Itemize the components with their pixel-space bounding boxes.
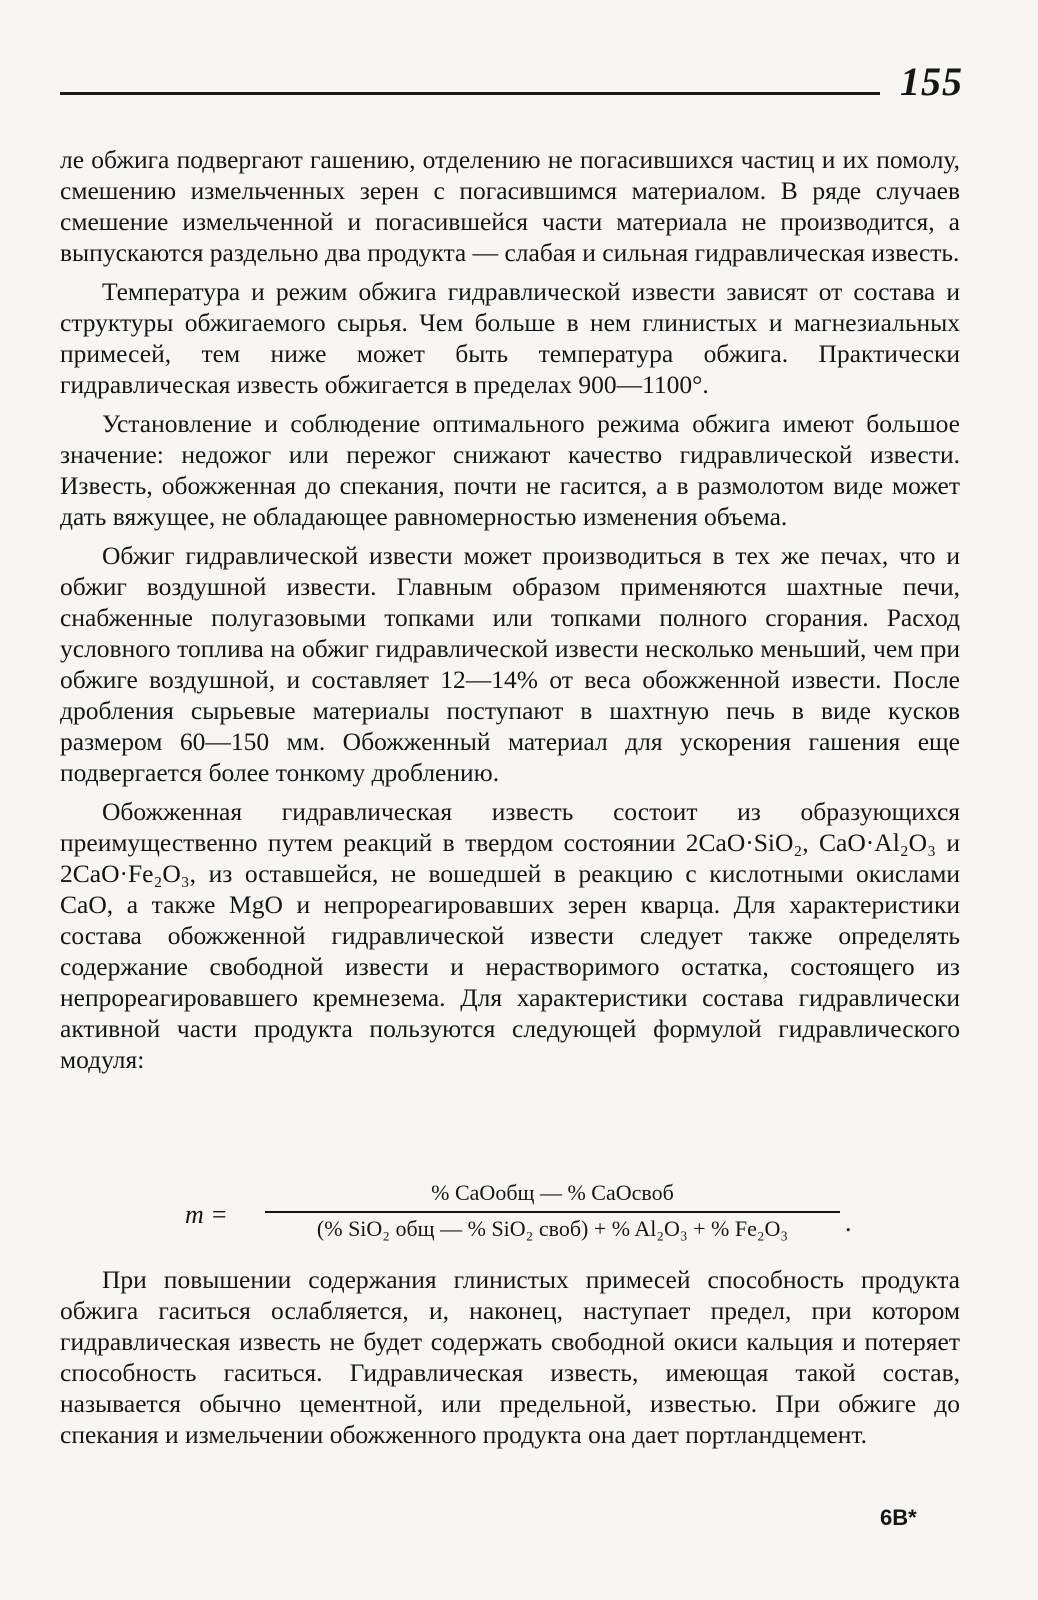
formula-period: . (845, 1208, 852, 1237)
page-number: 155 (900, 59, 963, 104)
paragraph: При повышении содержания глинистых примесей способность продукта обжига гаситься ослабляется, и, наконец, наступает предел, при котором гидравлическая известь не будет содержать свободной окиси кальция и потеряет способность гаситься. Гидравлическая известь, имеющая такой состав, называется обычно цементной, или предельной, известью. При обжиге до спекания и измельчении обожженного продукта она дает портландцемент. (60, 1265, 960, 1449)
signature-mark: 6В* (880, 1505, 917, 1530)
body-text (60, 144, 960, 1083)
fraction-bar (265, 1211, 840, 1213)
paragraph: Обжиг гидравлической извести может производиться в тех же печах, что и обжиг воздушной извести. Главным образом применяются шахтные печи, снабженные полугазовыми топками или топками полного сгорания. Расход условного топлива на обжиг гидравлической извести несколько меньший, чем при обжиге воздушной, и составляет 12—14% от веса обожженной извести. После дробления сырьевые материалы поступают в шахтную печь в виде кусков размером 60—150 мм. Обожженный материал для ускорения гашения еще подвергается более тонкому дроблению. (60, 541, 960, 787)
paragraph: ле обжига подвергают гашению, отделению не погасившихся частиц и их помолу, смешению измельченных зерен с погасившимся материалом. В ряде случаев смешение измельченной и погасившейся части материала не производится, а выпускаются раздельно два продукта — слабая и сильная гидравлическая известь. (60, 145, 960, 267)
hydraulic-modulus-formula (185, 1178, 885, 1248)
paragraph: Обожженная гидравлическая известь состоит из образующихся преимущественно путем реакций в твердом состоянии 2CaO·SiO₂, CaO·Al₂O₃ и 2CaO·Fe₂O₃, из оставшейся, не вошедшей в реакцию с кислотными окислами CaO, а также MgO и непрореагировавших зерен кварца. Для характеристики состава обожженной гидравлической извести следует также определять содержание свободной извести и нерастворимого остатка, состоящего из непрореагировавшего кремнезема. Для характеристики состава гидравлически активной части продукта пользуются следующей формулой гидравлического модуля: (60, 797, 960, 1074)
formula-numerator: % CaOобщ — % CaOсвоб (431, 1180, 674, 1205)
final-text (60, 1264, 960, 1450)
paragraph: Установление и соблюдение оптимального режима обжига имеют большое значение: недожог или пережог снижают качество гидравлической извести. Известь, обожженная до спекания, почти не гасится, а в размолотом виде может дать вяжущее, не обладающее равномерностью изменения объема. (60, 409, 960, 531)
paragraph: Температура и режим обжига гидравлической извести зависят от состава и структуры обжигаемого сырья. Чем больше в нем глинистых и магнезиальных примесей, тем ниже может быть температура обжига. Практически гидравлическая известь обжигается в пределах 900—1100°. (60, 277, 960, 399)
formula-denominator: (% SiO₂ общ — % SiO₂ своб) + % Al₂O₃ + % Fe₂O₃ (316, 1216, 789, 1241)
formula-lhs: m = (185, 1200, 228, 1229)
header-rule (60, 92, 880, 95)
